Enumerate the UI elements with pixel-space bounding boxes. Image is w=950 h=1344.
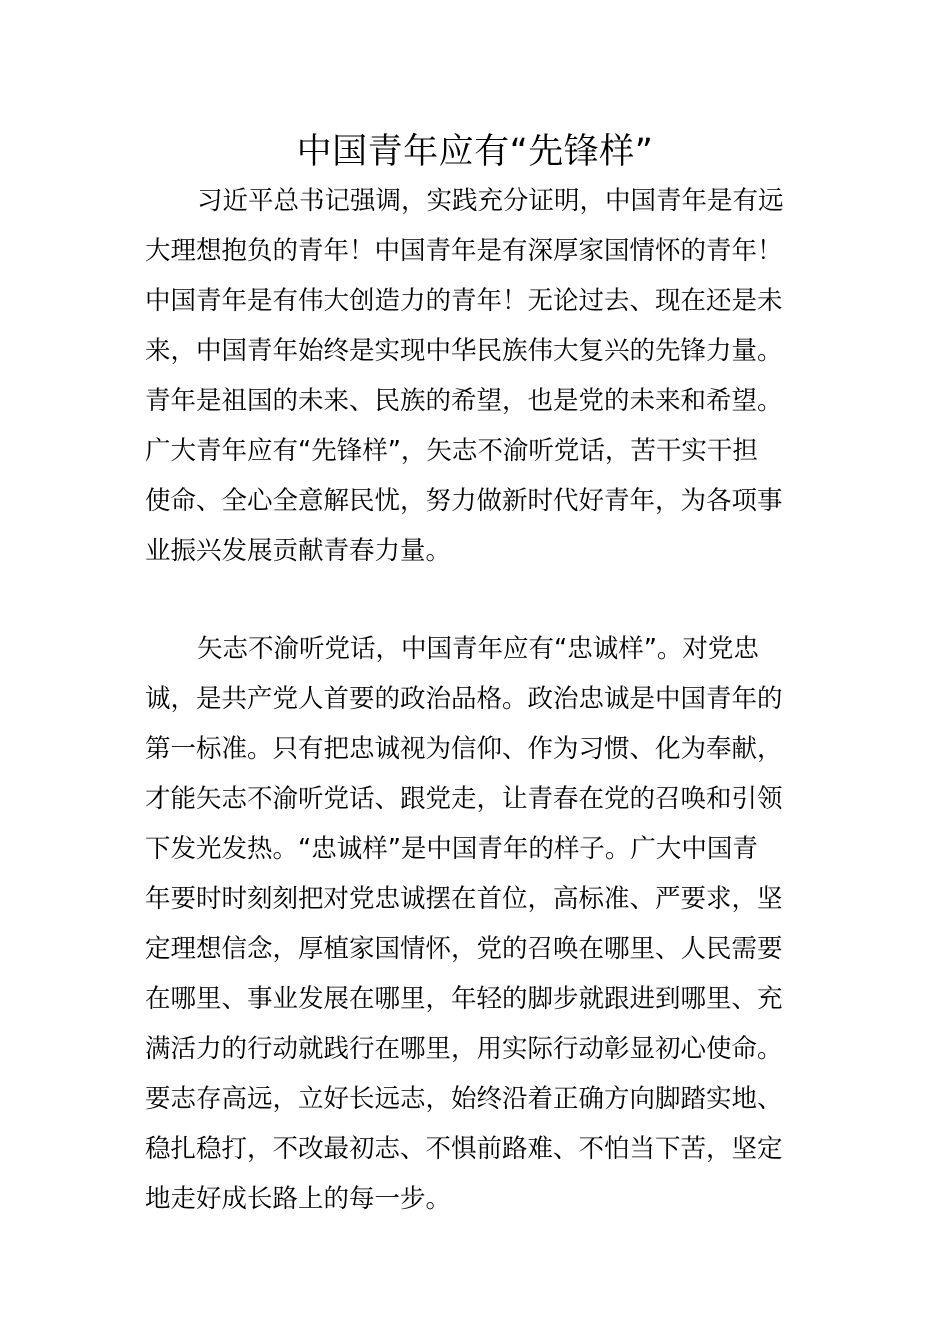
paragraph-line: 在哪里、事业发展在哪里，年轻的脚步就跟进到哪里、充 (145, 984, 783, 1014)
paragraph-line: 习近平总书记强调，实践充分证明，中国青年是有远 (197, 186, 784, 216)
paragraph-line: 才能矢志不渝听党话、跟党走，让青春在党的召唤和引领 (145, 784, 783, 814)
paragraph-line: 定理想信念，厚植家国情怀，党的召唤在哪里、人民需要 (145, 934, 783, 964)
paragraph-line: 大理想抱负的青年！中国青年是有深厚家国情怀的青年！ (145, 236, 783, 266)
paragraph-line: 中国青年是有伟大创造力的青年！无论过去、现在还是未 (145, 286, 783, 316)
paragraph-line: 下发光发热。“忠诚样”是中国青年的样子。广大中国青 (145, 834, 758, 864)
paragraph-line: 使命、全心全意解民忧，努力做新时代好青年，为各项事 (145, 486, 783, 516)
paragraph-line: 满活力的行动就践行在哪里，用实际行动彰显初心使命。 (145, 1034, 783, 1064)
paragraph-2 (145, 624, 810, 1224)
paragraph-line: 稳扎稳打，不改最初志、不惧前路难、不怕当下苦，坚定 (145, 1134, 783, 1164)
paragraph-line: 来，中国青年始终是实现中华民族伟大复兴的先锋力量。 (145, 336, 783, 366)
paragraph-line: 广大青年应有“先锋样”，矢志不渝听党话，苦干实干担 (145, 436, 758, 466)
paragraph-line: 业振兴发展贡献青春力量。 (145, 536, 452, 566)
paragraph-line: 诚，是共产党人首要的政治品格。政治忠诚是中国青年的 (145, 684, 783, 714)
paragraph-line: 矢志不渝听党话，中国青年应有“忠诚样”。对党忠 (197, 634, 759, 664)
paragraph-line: 地走好成长路上的每一步。 (145, 1184, 452, 1214)
paragraph-1 (145, 176, 810, 576)
paragraph-line: 第一标准。只有把忠诚视为信仰、作为习惯、化为奉献， (145, 734, 783, 764)
paragraph-line: 年要时时刻刻把对党忠诚摆在首位，高标准、严要求，坚 (145, 884, 783, 914)
paragraph-line: 青年是祖国的未来、民族的希望，也是党的未来和希望。 (145, 386, 783, 416)
document-title: 中国青年应有“先锋样” (296, 132, 654, 172)
paragraph-line: 要志存高远，立好长远志，始终沿着正确方向脚踏实地、 (145, 1084, 783, 1114)
